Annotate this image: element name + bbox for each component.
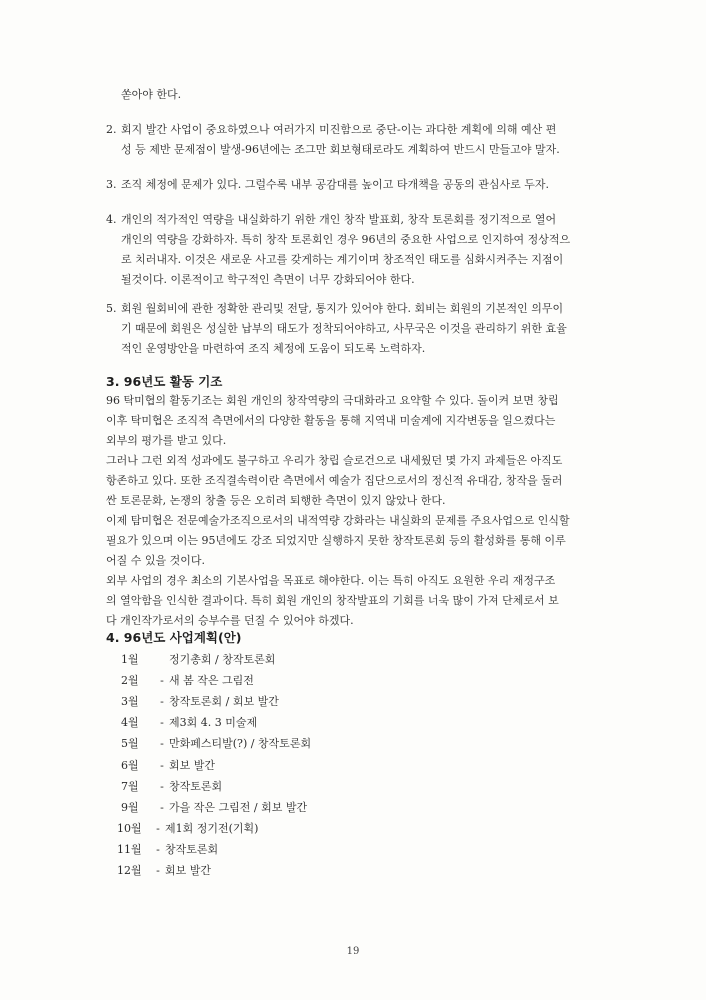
item-text-line: 기 때문에 회원은 성실한 납부의 태도가 정착되어야하고, 사무국은 이것을 관리하기 위한 효율 xyxy=(121,322,567,335)
schedule-separator: - xyxy=(156,864,160,877)
schedule-separator: - xyxy=(160,674,164,688)
schedule-event: 가을 작은 그림전 / 회보 발간 xyxy=(169,800,308,814)
schedule-row xyxy=(117,713,257,733)
item-text-line: 적인 운영방안을 마련하여 조직 체정에 도움이 되도록 노력하자. xyxy=(121,342,426,355)
schedule-separator: - xyxy=(160,800,164,814)
schedule-row xyxy=(117,671,254,691)
paragraph-line: 그러나 그런 외적 성과에도 불구하고 우리가 창립 슬로건으로 내세웠던 몇 가지 과제들은 아직도 xyxy=(106,454,563,467)
schedule-row xyxy=(117,650,275,670)
schedule-separator: - xyxy=(160,716,164,730)
page-number: 19 xyxy=(346,946,360,957)
schedule-month: 7월 xyxy=(121,779,139,793)
schedule-event: 창작토론회 xyxy=(169,779,223,793)
schedule-event: 창작토론회 xyxy=(165,842,219,856)
schedule-month: 4월 xyxy=(121,716,139,730)
schedule-row xyxy=(117,692,279,712)
item-text-line: 개인의 적가적인 역량을 내실화하기 위한 개인 창작 발표회, 창작 토론회를 정기적으로 열어 xyxy=(121,213,557,226)
schedule-month: 2월 xyxy=(121,674,139,688)
schedule-event: 회보 발간 xyxy=(169,758,216,772)
schedule-event: 만화페스티발(?) / 창작토론회 xyxy=(169,737,312,751)
schedule-row xyxy=(117,840,218,860)
paragraph-line: 외부의 평가를 받고 있다. xyxy=(106,434,227,447)
paragraph-line: 이제 탐미협은 전문예술가조직으로서의 내적역량 강화라는 내실화의 문제를 주요사업으로 인식할 xyxy=(106,514,570,527)
schedule-separator: - xyxy=(156,821,160,835)
schedule-event: 제3회 4. 3 미술제 xyxy=(169,716,258,730)
schedule-month: 12월 xyxy=(117,864,142,877)
schedule-row xyxy=(117,734,311,754)
list-item-number: 5. xyxy=(106,302,117,315)
paragraph-line: 다 개인작가로서의 승부수를 던질 수 있어야 하겠다. xyxy=(106,614,354,627)
schedule-month: 10월 xyxy=(117,821,142,835)
schedule-month: 6월 xyxy=(121,758,139,772)
paragraph-line: 어질 수 있을 것이다. xyxy=(106,554,205,567)
schedule-row xyxy=(117,819,258,839)
schedule-month: 5월 xyxy=(121,737,139,751)
item-text-line: 조직 체정에 문제가 있다. 그럴수록 내부 공감대를 높이고 타개책을 공동의 관심사로 두자. xyxy=(121,178,549,191)
list-item-number: 2. xyxy=(106,123,117,136)
section-heading: 3. 96년도 활동 기조 xyxy=(106,374,223,389)
schedule-row xyxy=(117,861,211,881)
item-text-line: 회원 월회비에 관한 정확한 관리및 전달, 통지가 있어야 한다. 회비는 회원의 기본적인 의무이 xyxy=(121,302,564,315)
list-item-number: 4. xyxy=(106,213,117,226)
paragraph-line: 96 탁미협의 활동기조는 회원 개인의 창작역량의 극대화라고 요약할 수 있다. 돌이켜 보면 창립 xyxy=(106,394,559,407)
schedule-row xyxy=(117,756,215,776)
paragraph-line: 외부 사업의 경우 최소의 기본사업을 목표로 해야한다. 이는 특히 아직도 요원한 우리 재정구조 xyxy=(106,574,556,587)
continuation-text: 쏟아야 한다. xyxy=(121,88,182,101)
schedule-month: 3월 xyxy=(121,695,139,709)
paragraph-line: 의 열악함을 인식한 결과이다. 특히 회원 개인의 창작발표의 기회를 너욱 많이 가져 단체로서 보 xyxy=(106,594,559,607)
schedule-event: 제1회 정기전(기획) xyxy=(165,821,259,835)
schedule-event: 정기총회 / 창작토론회 xyxy=(169,653,276,666)
paragraph-line: 항존하고 있다. 또한 조직결속력이란 측면에서 예술가 집단으로서의 정신적 유대감, 창작을 둘러 xyxy=(106,474,563,487)
schedule-separator: - xyxy=(160,695,164,709)
item-text-line: 성 등 제반 문제점이 발생-96년에는 조그만 회보형태로라도 계획하여 반드시 만들고야 말자. xyxy=(121,143,560,156)
item-text-line: 로 치러내자. 이것은 새로운 사고를 갖게하는 계기이며 창조적인 태도를 심화시켜주는 지점이 xyxy=(121,253,564,266)
list-item-number: 3. xyxy=(106,178,117,191)
schedule-separator: - xyxy=(156,842,160,856)
item-text-line: 개인의 역량을 강화하자. 특히 창작 토론회인 경우 96년의 중요한 사업으로 인지하여 정상적으 xyxy=(121,233,571,246)
schedule-separator: - xyxy=(160,737,164,751)
schedule-row xyxy=(117,798,307,818)
schedule-event: 창작토론회 / 회보 발간 xyxy=(169,695,279,709)
paragraph-line: 필요가 있으며 이는 95년에도 강조 되었지만 실행하지 못한 창작토론회 등의 활성화를 통해 이루 xyxy=(106,534,566,547)
schedule-separator: - xyxy=(160,779,164,793)
schedule-event: 회보 발간 xyxy=(165,864,212,877)
item-text-line: 될것이다. 이론적이고 학구적인 측면이 너무 강화되어야 한다. xyxy=(121,273,415,286)
schedule-row xyxy=(117,777,222,797)
section-heading: 4. 96년도 사업계획(안) xyxy=(106,630,242,645)
schedule-separator: - xyxy=(160,758,164,772)
paragraph-line: 싼 토론문화, 논쟁의 창출 등은 오히려 퇴행한 측면이 있지 않았나 한다. xyxy=(106,494,446,507)
paragraph-line: 이후 탁미협은 조직적 측면에서의 다양한 활동을 통해 지역내 미술계에 지각변동을 일으켰다는 xyxy=(106,414,556,427)
schedule-month: 9월 xyxy=(121,800,139,814)
item-text-line: 회지 발간 사업이 중요하였으나 여러가지 미진함으로 중단-이는 과다한 계획에 의해 예산 편 xyxy=(121,123,557,136)
schedule-month: 1월 xyxy=(121,653,139,666)
schedule-event: 새 봄 작은 그림전 xyxy=(169,674,254,688)
schedule-month: 11월 xyxy=(117,842,142,856)
